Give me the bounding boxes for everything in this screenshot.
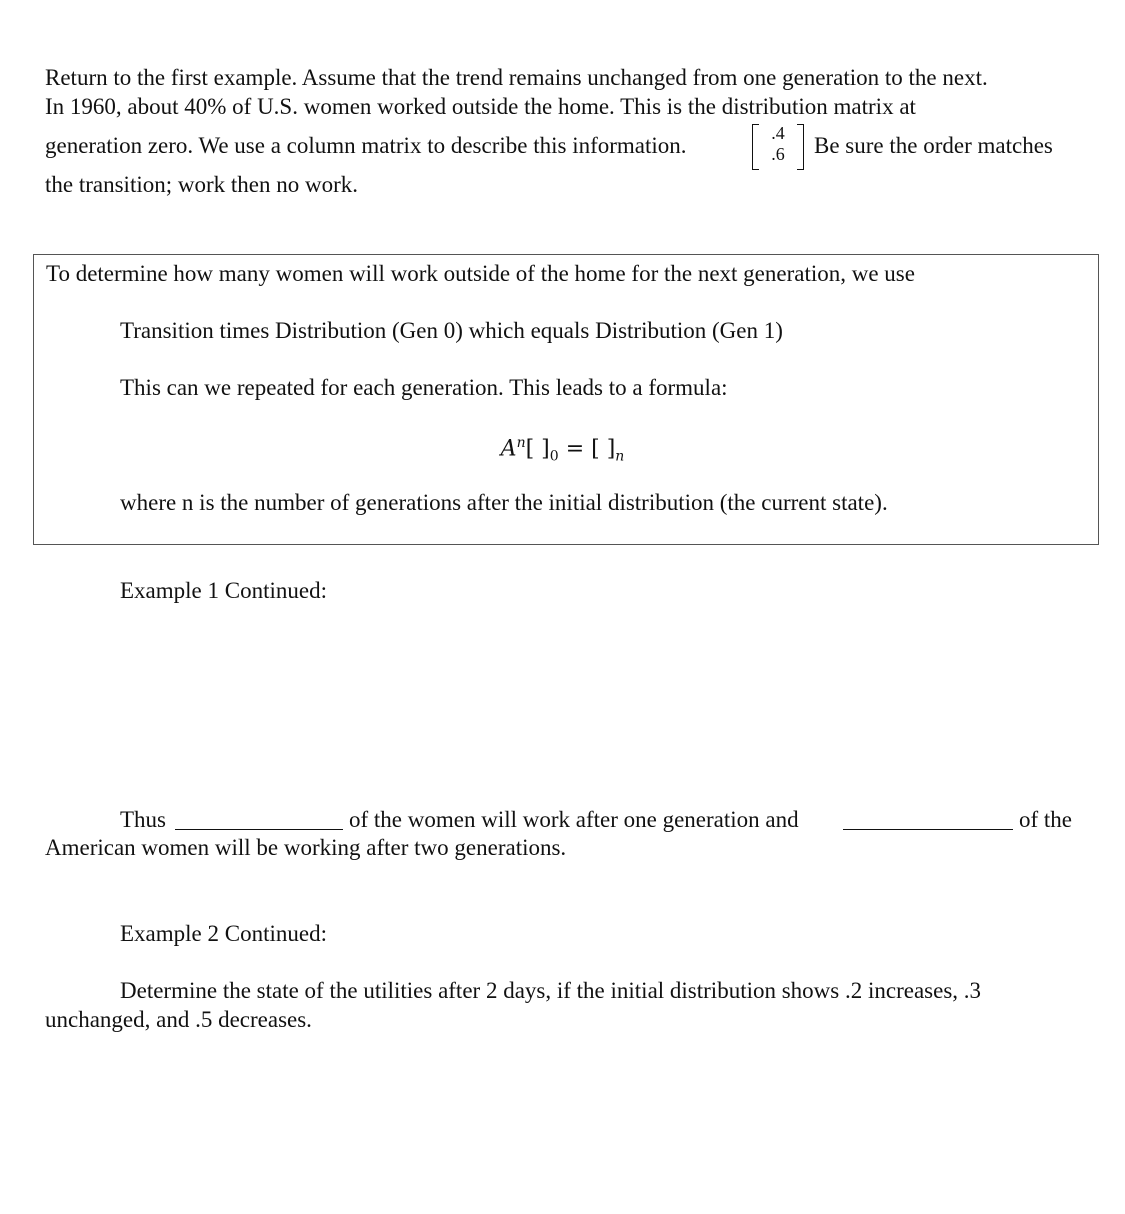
distribution-matrix bbox=[750, 120, 806, 174]
generation-formula bbox=[0, 429, 1125, 472]
example-1-heading: Example 1 Continued: bbox=[120, 578, 327, 603]
intro-line-2: In 1960, about 40% of U.S. women worked outside the home. This is the distribution matrix at bbox=[45, 94, 916, 119]
formula-right-bracket: [ ] bbox=[591, 436, 616, 462]
formula-equals: = bbox=[565, 436, 585, 462]
example-1-middle: of the women will work after one generation and bbox=[349, 807, 799, 832]
example-2-line-1: Determine the state of the utilities after 2 days, if the initial distribution shows .2 increases, .3 bbox=[120, 978, 982, 1003]
box-line-2: Transition times Distribution (Gen 0) which equals Distribution (Gen 1) bbox=[120, 318, 783, 343]
example-2-heading: Example 2 Continued: bbox=[120, 921, 327, 946]
matrix-left-bracket bbox=[752, 124, 759, 170]
example-2-line-2: unchanged, and .5 decreases. bbox=[45, 1007, 312, 1032]
formula-left-sub: 0 bbox=[549, 448, 559, 465]
example-1-line-2: American women will be working after two generations. bbox=[45, 835, 567, 860]
intro-line-3-after: Be sure the order matches bbox=[814, 133, 1053, 158]
formula-exponent: n bbox=[516, 435, 526, 451]
box-line-1: To determine how many women will work outside of the home for the next generation, we use bbox=[46, 261, 915, 286]
matrix-entry-top: .4 bbox=[771, 123, 785, 143]
box-line-4: where n is the number of generations after the initial distribution (the current state). bbox=[120, 490, 888, 515]
formula-base: A bbox=[500, 436, 517, 462]
formula-right-sub: n bbox=[615, 448, 625, 465]
answer-blank-2[interactable] bbox=[843, 807, 1013, 830]
box-line-3: This can we repeated for each generation. This leads to a formula: bbox=[120, 375, 728, 400]
example-1-end: of the bbox=[1019, 807, 1073, 832]
example-1-thus: Thus bbox=[120, 807, 166, 832]
answer-blank-1[interactable] bbox=[175, 807, 343, 830]
formula-left-bracket: [ ] bbox=[525, 436, 550, 462]
intro-line-4: the transition; work then no work. bbox=[45, 172, 359, 197]
matrix-right-bracket bbox=[797, 124, 804, 170]
intro-line-1: Return to the first example. Assume that the trend remains unchanged from one generation to the next. bbox=[45, 65, 988, 90]
intro-line-3: generation zero. We use a column matrix to describe this information. bbox=[45, 133, 687, 158]
matrix-entry-bottom: .6 bbox=[771, 144, 785, 164]
